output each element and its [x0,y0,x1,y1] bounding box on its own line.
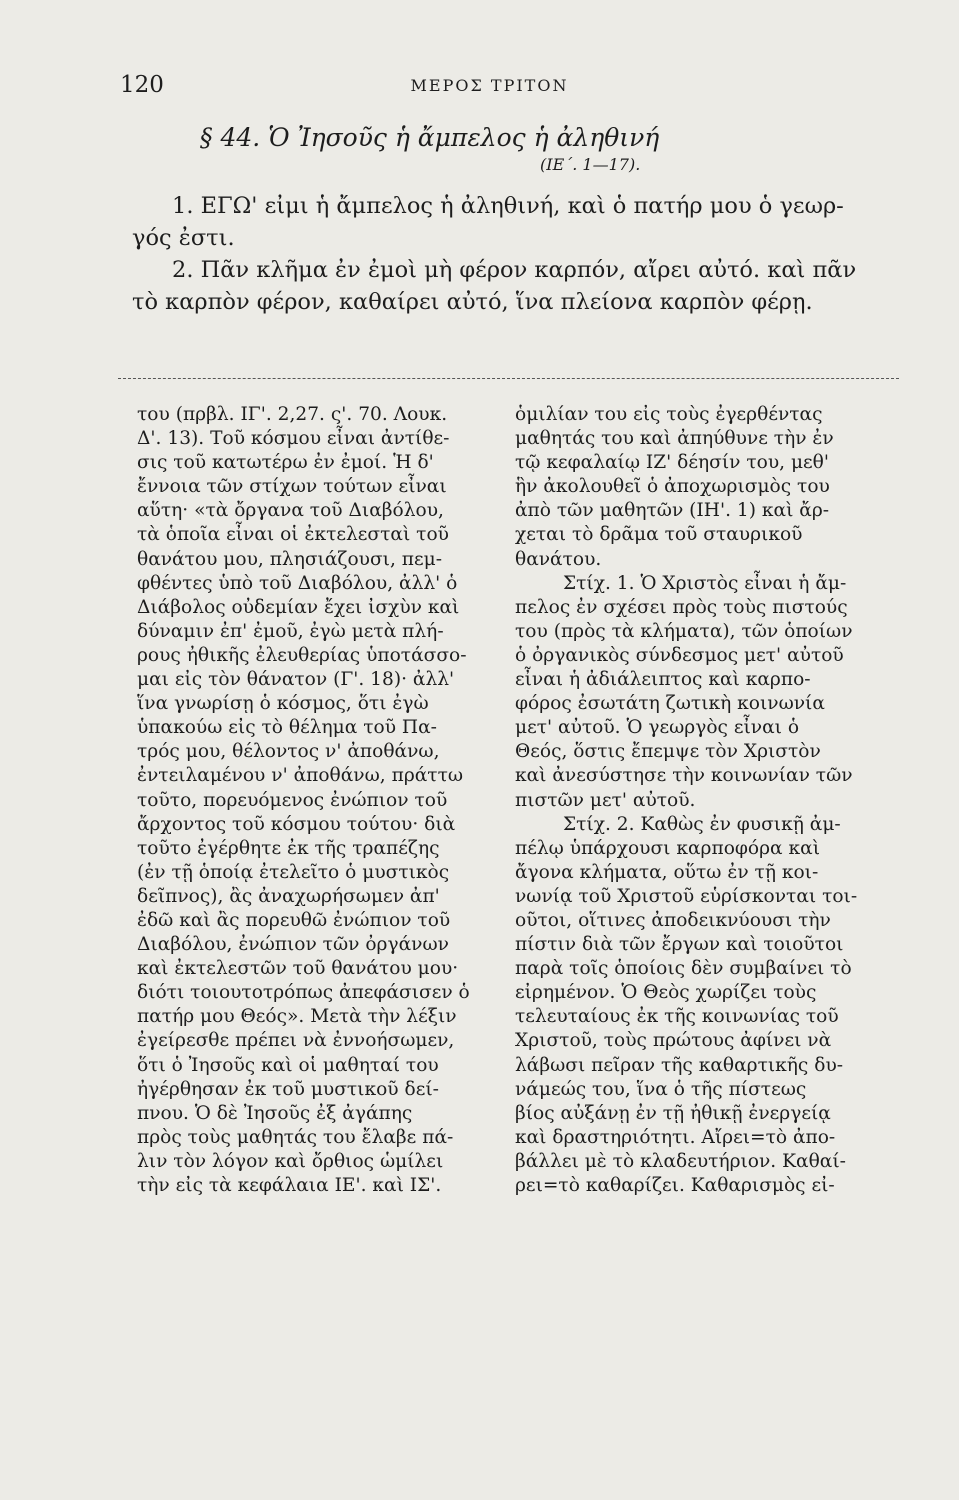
text-line: τὴν εἰς τὰ κεφάλαια ΙΕ'. καὶ ΙΣ'. [137,1175,442,1196]
text-line: θανάτου μου, πλησιάζουσι, πεμ- [137,548,442,570]
running-title: ΜΕΡΟΣ ΤΡΙΤΟΝ [410,76,569,95]
text-line: του (πρὸς τὰ κλήματα), τῶν ὁποίων [515,620,853,642]
text-line: αὕτη· «τὰ ὄργανα τοῦ Διαβόλου, [137,500,444,522]
section-reference: (ΙΕ΄. 1—17). [540,155,641,174]
text-line: Χριστοῦ, τοὺς πρώτους ἀφίνει νὰ [515,1030,832,1052]
text-line: καὶ ἀνεσύστησε τὴν κοινωνίαν τῶν [515,765,853,787]
text-line: φθέντες ὑπὸ τοῦ Διαβόλου, ἀλλ' ὁ [137,572,458,594]
text-line: πατήρ μου Θεός». Μετὰ τὴν λέξιν [137,1006,457,1028]
text-line: δεῖπνος), ἂς ἀναχωρήσωμεν ἀπ' [137,885,440,907]
verse-line: τὸ καρπὸν φέρον, καθαίρει αὐτό, ἵνα πλείονα καρπὸν φέρῃ. [132,289,813,315]
verse-text [132,190,896,318]
page-number: 120 [120,72,164,98]
text-line: πνου. Ὁ δὲ Ἰησοῦς ἐξ ἀγάπης [137,1102,413,1124]
text-line: ἵνα γνωρίσῃ ὁ κόσμος, ὅτι ἐγὼ [137,693,429,715]
text-line: βίος αὐξάνῃ ἐν τῇ ἠθικῇ ἐνεργείᾳ [515,1102,831,1124]
text-line: διότι τοιουτοτρόπως ἀπεφάσισεν ὁ [137,982,470,1004]
text-line: (ἐν τῇ ὁποίᾳ ἐτελεῖτο ὁ μυστικὸς [137,861,450,883]
text-line: ἠγέρθησαν ἐκ τοῦ μυστικοῦ δεί- [137,1078,439,1100]
text-line: Στίχ. 1. Ὁ Χριστὸς εἶναι ἡ ἄμ- [563,572,847,594]
text-line: τῷ κεφαλαίῳ ΙΖ' δέησίν του, μεθ' [515,452,829,474]
text-line: τελευταίους ἐκ τῆς κοινωνίας τοῦ [515,1006,839,1028]
text-line: βάλλει μὲ τὸ κλαδευτήριον. Καθαί- [515,1150,846,1172]
text-line: νωνίᾳ τοῦ Χριστοῦ εὑρίσκονται τοι- [515,885,858,907]
verse-line: γός ἐστι. [132,225,235,251]
text-line: ἣν ἀκολουθεῖ ὁ ἀποχωρισμὸς του [515,476,830,498]
text-line: ὑπακούω εἰς τὸ θέλημα τοῦ Πα- [137,717,437,739]
section-heading [200,122,840,176]
text-line: καὶ ἐκτελεστῶν τοῦ θανάτου μου· [137,958,459,980]
text-line: δύναμιν ἐπ' ἐμοῦ, ἐγὼ μετὰ πλή- [137,620,444,642]
text-line: παρὰ τοῖς ὁποίοις δὲν συμβαίνει τὸ [515,958,852,980]
verse-line: 2. Πᾶν κλῆμα ἐν ἐμοὶ μὴ φέρον καρπόν, αἴρει αὐτό. καὶ πᾶν [172,257,857,283]
text-line: ἐντειλαμένου ν' ἀποθάνω, πράττω [137,765,464,787]
text-line: μαθητάς του καὶ ἀπηύθυνε τὴν ἐν [515,428,834,450]
text-line: νάμεώς του, ἵνα ὁ τῆς πίστεως [515,1078,807,1100]
text-line: ἄγονα κλήματα, οὕτω ἐν τῇ κοι- [515,861,819,883]
text-line: ρους ἠθικῆς ἐλευθερίας ὑποτάσσο- [137,644,467,666]
text-line: τοῦτο, πορευόμενος ἐνώπιον τοῦ [137,789,448,811]
text-line: φόρος ἐσωτάτη ζωτικὴ κοινωνία [515,693,825,715]
text-line: ὅτι ὁ Ἰησοῦς καὶ οἱ μαθηταί του [137,1054,439,1076]
text-line: Διάβολος οὐδεμίαν ἔχει ἰσχὺν καὶ [137,596,460,618]
text-line: τρός μου, θέλοντος ν' ἀποθάνω, [137,741,440,763]
verse-line: 1. ΕΓΩ' εἰμι ἡ ἄμπελος ἡ ἀληθινή, καὶ ὁ πατήρ μου ὁ γεωρ- [172,193,844,219]
text-line: Δ'. 13). Τοῦ κόσμου εἶναι ἀντίθε- [137,428,450,450]
text-line: Στίχ. 2. Καθὼς ἐν φυσικῇ ἀμ- [563,813,841,835]
commentary-left-column [137,403,499,1198]
text-line: ρει=τὸ καθαρίζει. Καθαρισμὸς εἰ- [515,1175,835,1196]
text-line: τοῦτο ἐγέρθητε ἐκ τῆς τραπέζης [137,837,440,859]
text-line: Διαβόλου, ἐνώπιον τῶν ὀργάνων [137,934,449,956]
text-line: εἰρημένον. Ὁ Θεὸς χωρίζει τοὺς [515,982,817,1004]
text-line: του (πρβλ. ΙΓ'. 2,27. ς'. 70. Λουκ. [137,404,448,425]
text-line: ὁ ὀργανικὸς σύνδεσμος μετ' αὐτοῦ [515,644,844,666]
text-line: πίστιν διὰ τῶν ἔργων καὶ τοιοῦτοι [515,934,844,956]
text-line: εἶναι ἡ ἀδιάλειπτος καὶ καρπο- [515,669,811,691]
commentary-right-column [515,403,890,1198]
text-line: μαι εἰς τὸν θάνατον (Γ'. 18)· ἀλλ' [137,669,455,691]
text-line: μετ' αὐτοῦ. Ὁ γεωργὸς εἶναι ὁ [515,717,800,739]
text-line: ἄρχοντος τοῦ κόσμου τούτου· διὰ [137,813,456,835]
text-line: ἐγείρεσθε πρέπει νὰ ἐννοήσωμεν, [137,1030,455,1052]
text-line: πέλῳ ὑπάρχουσι καρποφόρα καὶ [515,837,820,859]
separator-rule [118,378,899,379]
running-head [120,72,859,104]
text-line: θανάτου. [515,548,602,570]
text-line: χεται τὸ δρᾶμα τοῦ σταυρικοῦ [515,524,803,546]
text-line: ἔννοια τῶν στίχων τούτων εἶναι [137,476,447,498]
text-line: λιν τὸν λόγον καὶ ὄρθιος ὡμίλει [137,1150,444,1172]
text-line: οῦτοι, οἵτινες ἀποδεικνύουσι τὴν [515,909,831,931]
text-line: πρὸς τοὺς μαθητάς του ἔλαβε πά- [137,1126,454,1148]
text-line: ἐδῶ καὶ ἂς πορευθῶ ἐνώπιον τοῦ [137,909,451,931]
text-line: τὰ ὁποῖα εἶναι οἱ ἐκτελεσταὶ τοῦ [137,524,449,546]
text-line: σις τοῦ κατωτέρω ἐν ἐμοί. Ἡ δ' [137,452,434,474]
text-line: ἀπὸ τῶν μαθητῶν (ΙΗ'. 1) καὶ ἄρ- [515,500,830,522]
text-line: πελος ἐν σχέσει πρὸς τοὺς πιστούς [515,596,848,618]
text-line: καὶ δραστηριότητι. Αἴρει=τὸ ἀπο- [515,1126,836,1148]
text-line: πιστῶν μετ' αὐτοῦ. [515,789,696,811]
section-title: § 44. Ὁ Ἰησοῦς ἡ ἄμπελος ἡ ἀληθινή [200,123,660,152]
text-line: λάβωσι πεῖραν τῆς καθαρτικῆς δυ- [515,1054,844,1076]
text-line: Θεός, ὅστις ἔπεμψε τὸν Χριστὸν [515,741,821,763]
text-line: ὁμιλίαν του εἰς τοὺς ἐγερθέντας [515,404,823,425]
